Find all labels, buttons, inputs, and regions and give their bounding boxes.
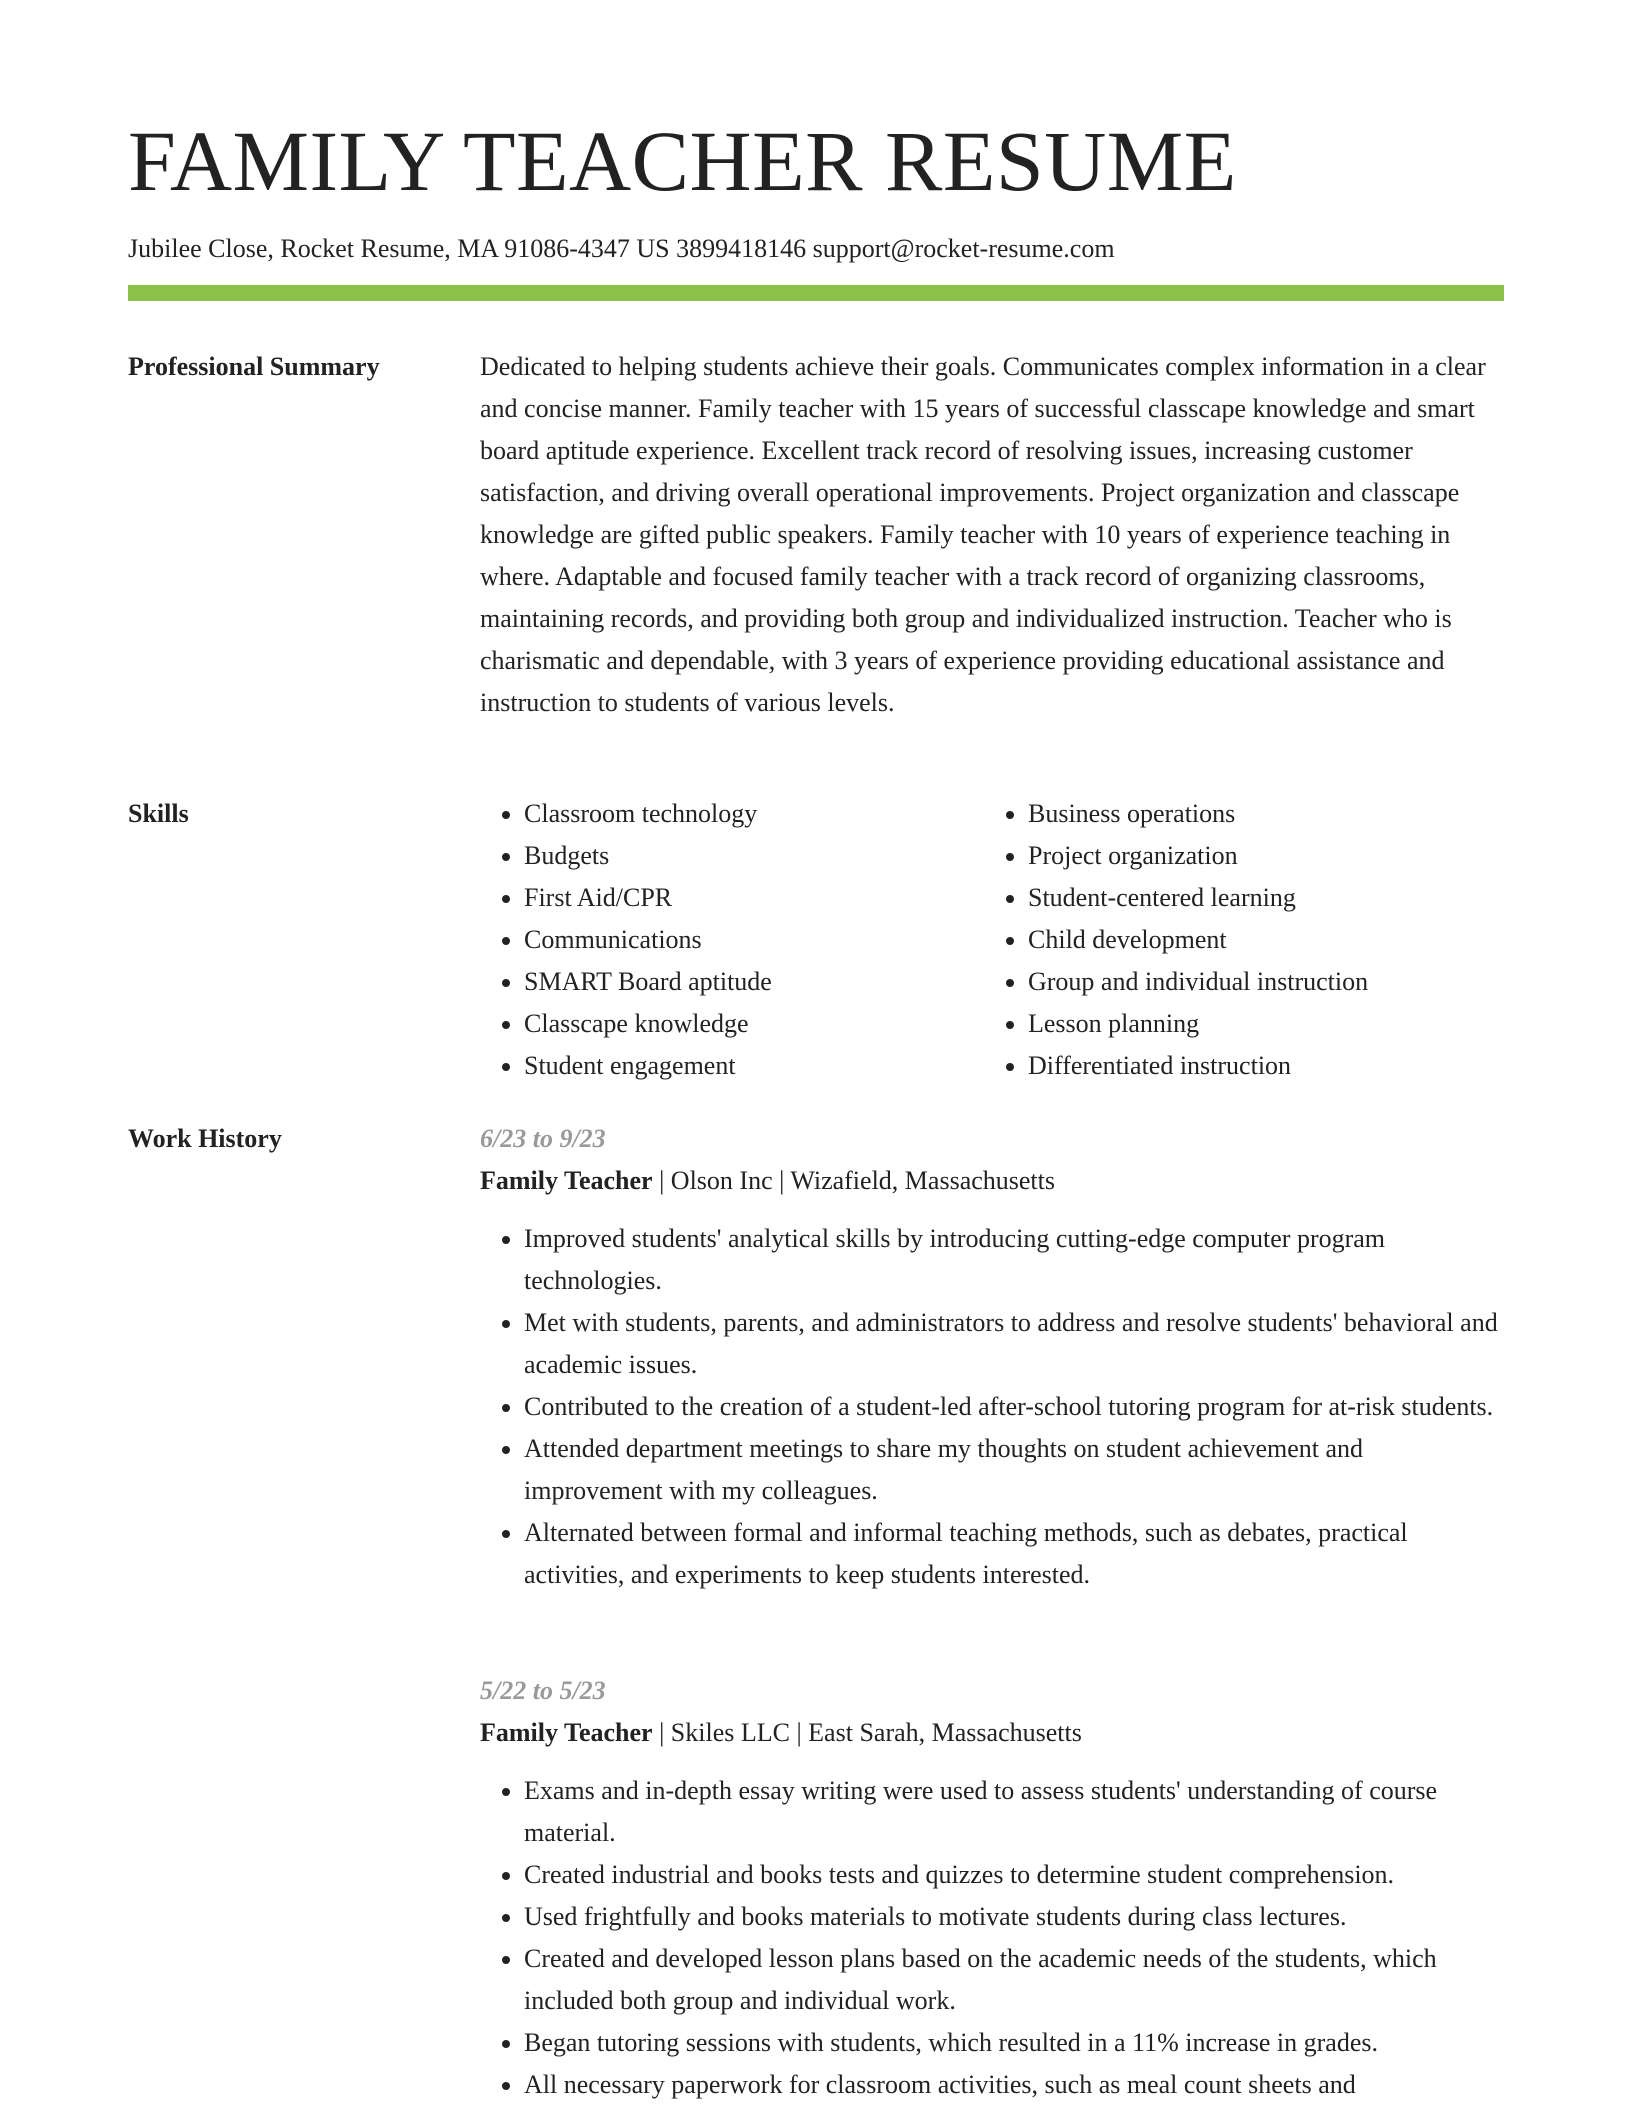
resume-title: FAMILY TEACHER RESUME <box>128 113 1237 209</box>
summary-heading: Professional Summary <box>128 352 380 381</box>
skill-item: • First Aid/CPR <box>524 877 984 919</box>
summary-body <box>480 346 1504 724</box>
job-bullet: • All necessary paperwork for classroom activities, such as meal count sheets and <box>524 2064 1504 2106</box>
skill-item: • SMART Board aptitude <box>524 961 984 1003</box>
skill-item: • Classroom technology <box>524 793 984 835</box>
job-bullet: • Exams and in-depth essay writing were used to assess students' understanding of course material. <box>524 1770 1504 1854</box>
job-bullet: • Contributed to the creation of a student-led after-school tutoring program for at-risk students. <box>524 1386 1504 1428</box>
skills-heading: Skills <box>128 799 189 828</box>
job-bullet: • Created industrial and books tests and quizzes to determine student comprehension. <box>524 1854 1504 1896</box>
summary-text: Dedicated to helping students achieve their goals. Communicates complex information in a clear and concise manner. Family teacher with 15 years of successful classcape knowledge and smart board aptitude experience. Excellent track record of resolving issues, increasing customer satisfaction, and driving overall operational improvements. Project organization and classcape knowledge are gifted public speakers. Family teacher with 10 years of experience teaching in where. Adaptable and focused family teacher with a track record of organizing classrooms, maintaining records, and providing both group and individualized instruction. Teacher who is charismatic and dependable, with 3 years of experience providing educational assistance and instruction to students of various levels. <box>480 352 1486 717</box>
skill-item: • Student engagement <box>524 1045 984 1087</box>
job-title: Family Teacher <box>480 1718 653 1747</box>
skill-item: • Child development <box>1028 919 1504 961</box>
job-employer-location: | Olson Inc | Wizafield, Massachusetts <box>652 1166 1055 1195</box>
job-title: Family Teacher <box>480 1166 653 1195</box>
job-bullet: • Met with students, parents, and administrators to address and resolve students' behavioral and academic issues. <box>524 1302 1504 1386</box>
skills-list-left <box>480 793 984 1087</box>
job-dates: 5/22 to 5/23 <box>480 1676 606 1705</box>
job-dates: 6/23 to 9/23 <box>480 1124 606 1153</box>
job-bullet: • Began tutoring sessions with students, which resulted in a 11% increase in grades. <box>524 2022 1504 2064</box>
job-bullets <box>480 1218 1504 1596</box>
job-bullet: • Attended department meetings to share my thoughts on student achievement and improvement with my colleagues. <box>524 1428 1504 1512</box>
contact-line: Jubilee Close, Rocket Resume, MA 91086-4347 US 3899418146 support@rocket-resume.com <box>128 234 1115 263</box>
job-bullet: • Alternated between formal and informal teaching methods, such as debates, practical activities, and experiments to keep students interested. <box>524 1512 1504 1596</box>
job-bullet: • Created and developed lesson plans based on the academic needs of the students, which included both group and individual work. <box>524 1938 1504 2022</box>
skill-item: • Classcape knowledge <box>524 1003 984 1045</box>
skill-item: • Business operations <box>1028 793 1504 835</box>
skills-list-right <box>984 793 1504 1087</box>
job-bullets <box>480 1770 1504 2106</box>
skill-item: • Budgets <box>524 835 984 877</box>
job-employer-location: | Skiles LLC | East Sarah, Massachusetts <box>652 1718 1082 1747</box>
job-entry <box>480 1670 1504 2106</box>
work-history-heading: Work History <box>128 1124 282 1153</box>
skill-item: • Project organization <box>1028 835 1504 877</box>
skill-item: • Lesson planning <box>1028 1003 1504 1045</box>
accent-divider <box>128 285 1504 301</box>
job-entry <box>480 1118 1504 1596</box>
skill-item: • Communications <box>524 919 984 961</box>
job-heading <box>480 1712 1504 1754</box>
skill-item: • Group and individual instruction <box>1028 961 1504 1003</box>
skill-item: • Student-centered learning <box>1028 877 1504 919</box>
skill-item: • Differentiated instruction <box>1028 1045 1504 1087</box>
job-bullet: • Used frightfully and books materials to motivate students during class lectures. <box>524 1896 1504 1938</box>
job-heading <box>480 1160 1504 1202</box>
job-bullet: • Improved students' analytical skills by introducing cutting-edge computer program technologies. <box>524 1218 1504 1302</box>
